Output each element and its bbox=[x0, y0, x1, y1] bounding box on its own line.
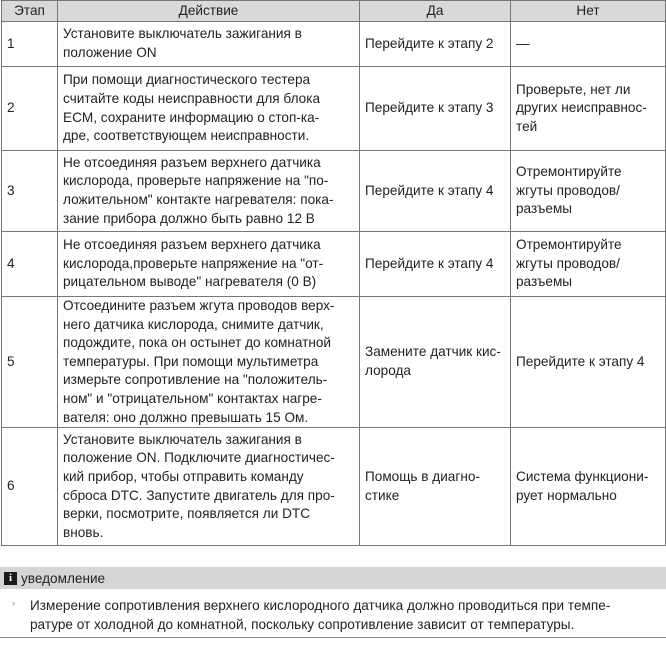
note-bullet: › bbox=[12, 598, 15, 608]
yes-line: лорода bbox=[365, 363, 411, 379]
step-cell bbox=[2, 151, 58, 232]
header-step: Этап bbox=[2, 1, 58, 22]
action-line: зание прибора должно быть равно 12 В bbox=[63, 210, 315, 226]
step-number: 3 bbox=[7, 182, 15, 198]
action-line: Не отсоединяя разъем верхнего датчика bbox=[63, 154, 321, 170]
action-cell bbox=[58, 297, 360, 428]
step-cell bbox=[2, 428, 58, 546]
action-line: вателя: оно должно превышать 15 Ом. bbox=[63, 409, 309, 425]
yes-line: Помощь в диагно- bbox=[365, 469, 480, 485]
action-cell bbox=[58, 67, 360, 151]
action-line: ном" и "отрицательном" контактах нагре- bbox=[63, 390, 322, 406]
action-line: Не отсоединяя разъем верхнего датчика bbox=[63, 237, 321, 253]
no-cell bbox=[511, 151, 666, 232]
step-number: 5 bbox=[7, 353, 15, 369]
table-row bbox=[2, 428, 666, 546]
table-row bbox=[2, 232, 666, 297]
action-line: подождите, пока он остынет до комнатной bbox=[63, 335, 332, 351]
yes-cell bbox=[360, 232, 511, 297]
table-row bbox=[2, 22, 666, 67]
diagnostic-table bbox=[1, 0, 666, 546]
no-cell bbox=[511, 22, 666, 67]
action-line: кислорода, проверьте напряжение на "по- bbox=[63, 173, 329, 189]
action-line: При помощи диагностического тестера bbox=[63, 72, 311, 88]
action-line: кислорода,проверьте напряжение на "от- bbox=[63, 255, 324, 271]
action-line: положение ON. Подключите диагностичес- bbox=[63, 450, 335, 466]
action-line: верки, посмотрите, появляется ли DTC bbox=[63, 506, 311, 522]
no-line: тей bbox=[516, 118, 538, 134]
yes-cell bbox=[360, 67, 511, 151]
step-number: 1 bbox=[7, 35, 15, 51]
yes-line: Перейдите к этапу 4 bbox=[365, 182, 494, 198]
no-line: рует нормально bbox=[516, 487, 617, 503]
note-line: Измерение сопротивления верхнего кислородного датчика должно проводиться при темпе- bbox=[30, 598, 611, 613]
no-line: жгуты проводов/ bbox=[516, 182, 620, 198]
yes-cell bbox=[360, 151, 511, 232]
no-line: других неисправнос- bbox=[516, 100, 647, 116]
bottom-divider bbox=[0, 637, 666, 638]
no-line: Проверьте, нет ли bbox=[516, 81, 631, 97]
note-title: уведомление bbox=[21, 570, 106, 586]
no-cell bbox=[511, 297, 666, 428]
action-line: рицательном выводе" нагревателя (0 В) bbox=[63, 274, 317, 290]
action-line: ложительном" контакте нагревателя: пока- bbox=[63, 192, 334, 207]
action-line: Отсоедините разъем жгута проводов верх- bbox=[63, 298, 335, 313]
yes-line: Перейдите к этапу 3 bbox=[365, 100, 494, 116]
table-row bbox=[2, 297, 666, 428]
table-row bbox=[2, 151, 666, 232]
no-line: разъемы bbox=[516, 274, 573, 290]
step-cell bbox=[2, 22, 58, 67]
no-cell bbox=[511, 232, 666, 297]
action-cell bbox=[58, 22, 360, 67]
action-line: измерьте сопротивление на "положитель- bbox=[63, 372, 328, 388]
yes-cell bbox=[360, 22, 511, 67]
action-line: него датчика кислорода, снимите датчик, bbox=[63, 316, 324, 332]
yes-line: стике bbox=[365, 487, 400, 503]
table-row bbox=[2, 67, 666, 151]
no-line: Отремонтируйте bbox=[516, 164, 622, 180]
no-line: Отремонтируйте bbox=[516, 237, 622, 253]
step-number: 2 bbox=[7, 100, 15, 116]
info-icon: i bbox=[4, 572, 17, 585]
action-line: температуры. При помощи мультиметра bbox=[63, 353, 319, 369]
header-action: Действие bbox=[58, 1, 360, 22]
action-line: ECM, сохраните информацию о стоп-ка- bbox=[63, 109, 320, 125]
action-line: кий прибор, чтобы отправить команду bbox=[63, 469, 304, 485]
note-header bbox=[0, 567, 666, 589]
step-number: 6 bbox=[7, 478, 15, 494]
action-line: считайте коды неисправности для блока bbox=[63, 90, 321, 106]
yes-cell bbox=[360, 428, 511, 546]
yes-line: Замените датчик кис- bbox=[365, 344, 501, 360]
step-cell bbox=[2, 297, 58, 428]
step-cell bbox=[2, 67, 58, 151]
action-line: Установите выключатель зажигания в bbox=[63, 431, 302, 447]
action-line: сброса DTC. Запустите двигатель для про- bbox=[63, 487, 335, 503]
action-line: дре, соответствующем неисправности. bbox=[63, 128, 310, 144]
action-cell bbox=[58, 151, 360, 232]
header-yes: Да bbox=[360, 1, 511, 22]
step-number: 4 bbox=[7, 255, 15, 271]
no-line: жгуты проводов/ bbox=[516, 255, 620, 271]
yes-cell bbox=[360, 297, 511, 428]
step-cell bbox=[2, 232, 58, 297]
action-line: положение ON bbox=[63, 45, 157, 60]
action-line: Установите выключатель зажигания в bbox=[63, 26, 302, 42]
action-line: вновь. bbox=[63, 524, 104, 540]
action-cell bbox=[58, 232, 360, 297]
table-header-row bbox=[2, 1, 666, 22]
no-line: Перейдите к этапу 4 bbox=[516, 353, 645, 369]
no-cell bbox=[511, 67, 666, 151]
yes-line: Перейдите к этапу 2 bbox=[365, 35, 494, 51]
no-cell bbox=[511, 428, 666, 546]
no-line: разъемы bbox=[516, 201, 573, 217]
no-line: — bbox=[516, 35, 530, 51]
note-text bbox=[30, 596, 660, 634]
no-line: Система функциони- bbox=[516, 469, 649, 485]
action-cell bbox=[58, 428, 360, 546]
yes-line: Перейдите к этапу 4 bbox=[365, 255, 494, 271]
header-no: Нет bbox=[511, 1, 666, 22]
note-line: ратуре от холодной до комнатной, поскольку сопротивление зависит от температуры. bbox=[30, 617, 575, 632]
